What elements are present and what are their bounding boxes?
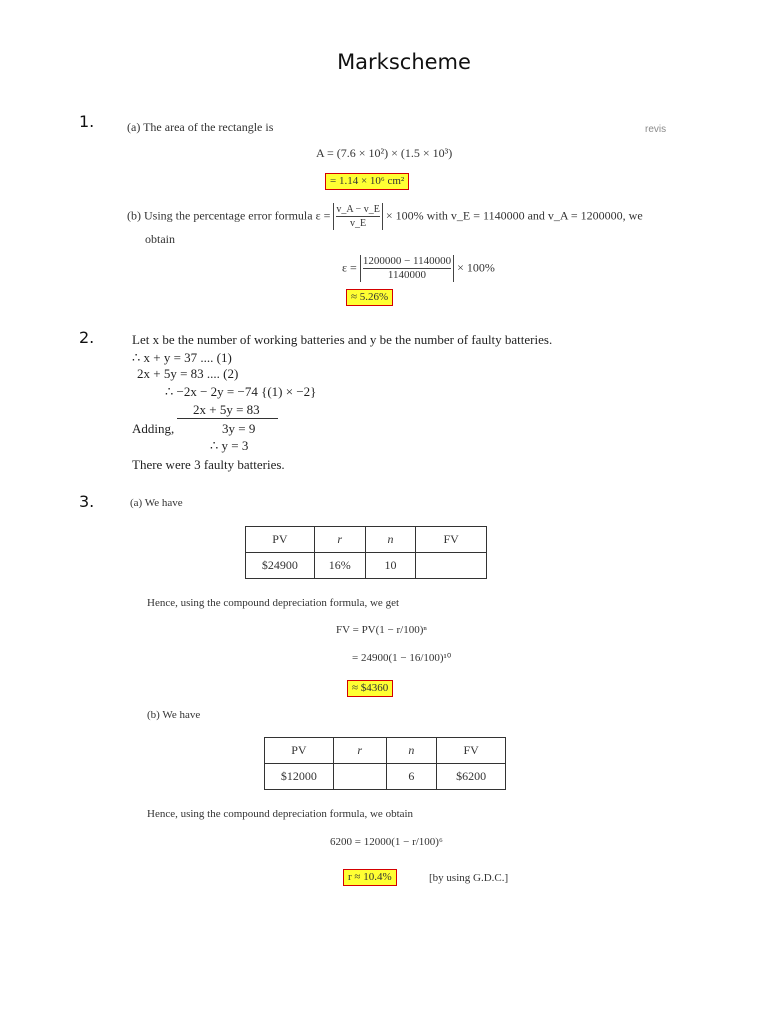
q3-b-header-r: r: [333, 738, 386, 764]
q1-b-text2: × 100% with v_E = 1140000 and v_A = 1200000, we: [385, 208, 643, 223]
q1-a-text: (a) The area of the rectangle is: [127, 120, 274, 134]
q3-a-formula2: = 24900(1 − 16/100)¹⁰: [352, 652, 452, 664]
q3-b-note: [by using G.D.C.]: [429, 872, 509, 884]
q3-b-table: [264, 737, 506, 790]
q1-b-eq-abs: [360, 255, 454, 282]
q3-a-header-n: n: [365, 527, 416, 553]
question-3-number: 3.: [79, 492, 95, 511]
q2-sum-line: [177, 418, 278, 419]
q1-b-eq-den: 1140000: [363, 268, 451, 282]
q2-conclusion: There were 3 faulty batteries.: [132, 457, 285, 472]
q3-a-header-fv: FV: [416, 527, 487, 553]
q3-b-cell-r: [333, 764, 386, 790]
q3-b-header-pv: PV: [265, 738, 334, 764]
q3-b-cell-pv: $12000: [265, 764, 334, 790]
q2-eq2: 2x + 5y = 83 .... (2): [137, 366, 239, 381]
q3-a-intro: (a) We have: [130, 497, 183, 509]
question-1-number: 1.: [79, 112, 95, 131]
q3-b-cell-fv: $6200: [437, 764, 506, 790]
q1-b-equation: [342, 255, 495, 282]
page-title: Markscheme: [337, 50, 471, 74]
q2-eq1: ∴ x + y = 37 .... (1): [132, 350, 232, 365]
q2-eq5: 3y = 9: [222, 421, 256, 436]
q3-b-text: Hence, using the compound depreciation formula, we obtain: [147, 808, 414, 820]
q1-b-frac-num: v_A − v_E: [336, 204, 380, 215]
q3-a-cell-pv: $24900: [246, 553, 315, 579]
q3-a-table: [245, 526, 487, 579]
q3-a-header-pv: PV: [246, 527, 315, 553]
question-2-number: 2.: [79, 328, 95, 347]
q1-b-abs: [333, 203, 382, 230]
q3-a-text: Hence, using the compound depreciation formula, we get: [147, 597, 400, 609]
q3-b-cell-n: 6: [386, 764, 437, 790]
q3-a-cell-r: 16%: [314, 553, 365, 579]
q2-eq4: 2x + 5y = 83: [193, 402, 260, 417]
q1-b-text3: obtain: [145, 232, 175, 246]
q3-b-formula: 6200 = 12000(1 − r/100)⁶: [330, 836, 443, 848]
q1-a-answer: = 1.14 × 10⁶ cm²: [325, 173, 409, 190]
q1-b-eq-num: 1200000 − 1140000: [362, 255, 452, 267]
q3-b-header-n: n: [386, 738, 437, 764]
q2-eq6: ∴ y = 3: [210, 438, 249, 453]
q3-a-header-r: r: [314, 527, 365, 553]
watermark: revis: [645, 124, 667, 135]
q3-b-answer: r ≈ 10.4%: [343, 869, 397, 886]
q1-b-frac-den: v_E: [336, 216, 379, 230]
q3-b-header-fv: FV: [437, 738, 506, 764]
q3-a-formula1: FV = PV(1 − r/100)ⁿ: [336, 624, 427, 636]
q1-a-equation: A = (7.6 × 10²) × (1.5 × 10³): [316, 146, 453, 160]
q3-b-intro: (b) We have: [147, 709, 201, 721]
q2-eq3: ∴ −2x − 2y = −74 {(1) × −2}: [165, 384, 317, 399]
q1-b-line1: [127, 203, 643, 230]
q1-b-eq-rhs: × 100%: [457, 260, 495, 275]
q1-b-eq-lhs: ε =: [342, 260, 357, 275]
q1-b-answer: ≈ 5.26%: [346, 289, 393, 306]
q2-intro: Let x be the number of working batteries and y be the number of faulty batteries.: [132, 332, 553, 347]
q3-a-cell-n: 10: [365, 553, 416, 579]
q3-a-answer: ≈ $4360: [347, 680, 393, 697]
q3-a-cell-fv: [416, 553, 487, 579]
q1-b-text1: (b) Using the percentage error formula ε =: [127, 208, 331, 223]
q2-adding: Adding,: [132, 421, 175, 436]
